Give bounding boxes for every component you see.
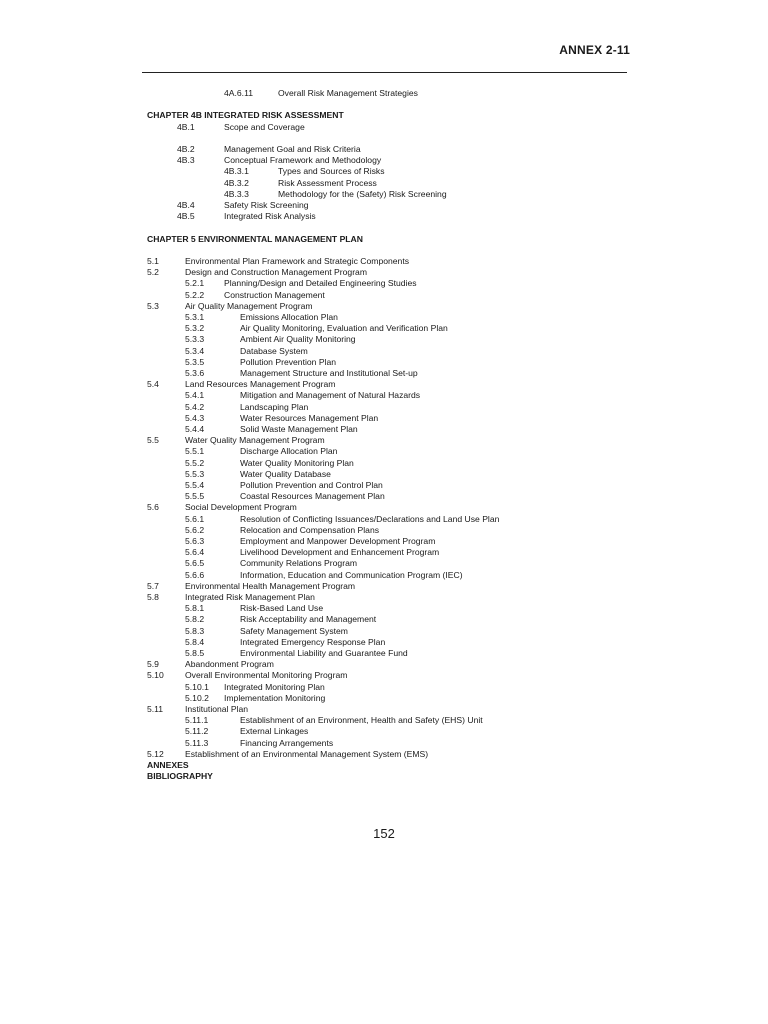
toc-entry-title: Integrated Risk Management Plan xyxy=(185,592,315,602)
toc-entry-title: Ambient Air Quality Monitoring xyxy=(240,334,356,345)
toc-entry-title: Safety Risk Screening xyxy=(224,200,309,210)
toc-entry-title: External Linkages xyxy=(240,726,309,737)
toc-entry-title: Air Quality Management Program xyxy=(185,300,313,311)
toc-entry-title: Risk Assessment Process xyxy=(278,177,377,188)
toc-entry-title: Livelihood Development and Enhancement Program xyxy=(240,547,440,558)
toc-entry-title: Water Quality Database xyxy=(240,468,331,479)
toc-entry-title: Information, Education and Communication Program (IEC) xyxy=(240,569,463,580)
toc-entry-number: 5.6.3 xyxy=(185,536,205,546)
toc-entry-title: Implementation Monitoring xyxy=(224,692,326,703)
toc-entry-title: Management Structure and Institutional Set-up xyxy=(240,368,418,378)
toc-entry-number: 5.8.2 xyxy=(185,614,205,625)
toc-entry-number: 5.3 xyxy=(147,300,159,311)
toc-entry-number: 5.6.4 xyxy=(185,547,205,558)
toc-entry-number: 5.9 xyxy=(147,659,159,670)
toc-entry-title: Construction Management xyxy=(224,289,325,300)
toc-entry-number: 5.4.1 xyxy=(185,390,205,401)
toc-entry-title: Discharge Allocation Plan xyxy=(240,446,338,457)
toc-entry-title: BIBLIOGRAPHY xyxy=(147,771,213,782)
toc-entry-title: Safety Management System xyxy=(240,625,348,636)
toc-entry-title: Overall Risk Management Strategies xyxy=(278,88,418,98)
toc-entry-number: 4B.2 xyxy=(177,144,195,154)
toc-entry-number: 4B.3 xyxy=(177,155,195,166)
toc-entry-number: 5.5.2 xyxy=(185,457,205,468)
toc-entry-number: 5.4.2 xyxy=(185,401,205,412)
toc-entry-title: Social Development Program xyxy=(185,502,297,513)
toc-entry-title: Relocation and Compensation Plans xyxy=(240,524,380,535)
toc-entry-number: 5.3.5 xyxy=(185,356,205,367)
toc-entry-title: Institutional Plan xyxy=(185,704,249,714)
toc-entry-number: 4B.4 xyxy=(177,200,195,210)
toc-entry-title: CHAPTER 5 ENVIRONMENTAL MANAGEMENT PLAN xyxy=(147,233,363,244)
toc-entry-number: 5.1 xyxy=(147,256,159,266)
toc-entry-number: 5.8.4 xyxy=(185,636,205,647)
toc-entry-number: 5.10.1 xyxy=(185,681,209,692)
toc-entry-number: 5.6.2 xyxy=(185,524,205,535)
toc-entry-number: 4B.3.3 xyxy=(224,188,249,199)
toc-entry-title: Emissions Allocation Plan xyxy=(240,312,338,322)
toc-entry-title: Mitigation and Management of Natural Hazards xyxy=(240,390,421,401)
toc-entry-title: Database System xyxy=(240,345,308,356)
toc-entry-title: Scope and Coverage xyxy=(224,121,305,132)
toc-entry-number: 4B.3.2 xyxy=(224,177,249,188)
toc-entry-title: CHAPTER 4B INTEGRATED RISK ASSESSMENT xyxy=(147,110,344,121)
page-number: 152 xyxy=(373,826,395,841)
toc-entry-title: Risk-Based Land Use xyxy=(240,603,324,614)
toc-entry-number: 4A.6.11 xyxy=(224,88,253,98)
toc-entry-title: ANNEXES xyxy=(147,760,189,770)
toc-entry-number: 4B.1 xyxy=(177,121,195,132)
toc-entry-number: 5.3.1 xyxy=(185,312,205,322)
toc-entry-number: 5.2.2 xyxy=(185,289,205,300)
toc-entry-number: 5.4 xyxy=(147,379,159,390)
toc-entry-title: Employment and Manpower Development Program xyxy=(240,536,436,546)
toc-entry-number: 5.4.4 xyxy=(185,424,205,434)
toc-entry-number: 5.2 xyxy=(147,267,159,278)
toc-entry-number: 5.8.1 xyxy=(185,603,205,614)
toc-entry-title: Integrated Emergency Response Plan xyxy=(240,636,386,647)
toc-entry-number: 5.6.1 xyxy=(185,513,205,524)
toc-entry-number: 5.6.5 xyxy=(185,558,205,569)
toc-entry-number: 5.5.5 xyxy=(185,491,205,502)
toc-entry-title: Financing Arrangements xyxy=(240,737,334,748)
toc-entry-title: Establishment of an Environment, Health and Safety (EHS) Unit xyxy=(240,715,483,726)
toc-entry-title: Pollution Prevention Plan xyxy=(240,356,337,367)
toc-entry-title: Environmental Liability and Guarantee Fund xyxy=(240,648,408,658)
toc-entry-title: Management Goal and Risk Criteria xyxy=(224,144,361,154)
toc-entry-title: Types and Sources of Risks xyxy=(278,166,385,177)
toc-entry-number: 5.11 xyxy=(147,704,164,714)
toc-entry-title: Resolution of Conflicting Issuances/Declarations and Land Use Plan xyxy=(240,513,500,524)
toc-entry-number: 5.5.4 xyxy=(185,480,205,490)
toc-entry-number: 5.8 xyxy=(147,592,159,602)
header-rule xyxy=(142,72,627,73)
toc-entry-number: 5.11.3 xyxy=(185,737,209,748)
toc-entry-number: 5.10.2 xyxy=(185,692,209,703)
toc-entry-number: 5.6 xyxy=(147,502,159,513)
toc-entry-title: Water Quality Monitoring Plan xyxy=(240,457,354,468)
toc-entry-title: Coastal Resources Management Plan xyxy=(240,491,385,502)
toc-entry-number: 5.11.1 xyxy=(185,715,209,726)
toc-entry-number: 4B.3.1 xyxy=(224,166,249,177)
toc-entry-title: Water Quality Management Program xyxy=(185,435,325,446)
toc-entry-title: Community Relations Program xyxy=(240,558,358,569)
toc-entry-title: Integrated Monitoring Plan xyxy=(224,681,325,692)
toc-entry-title: Land Resources Management Program xyxy=(185,379,336,390)
toc-entry-title: Design and Construction Management Program xyxy=(185,267,367,278)
toc-entry-number: 5.7 xyxy=(147,580,159,591)
toc-entry-number: 5.3.4 xyxy=(185,345,205,356)
toc-entry-title: Pollution Prevention and Control Plan xyxy=(240,480,383,490)
toc-entry-number: 5.3.3 xyxy=(185,334,205,345)
toc-entry-number: 5.10 xyxy=(147,670,164,681)
toc-entry-title: Air Quality Monitoring, Evaluation and Verification Plan xyxy=(240,323,448,334)
toc-entry-number: 5.6.6 xyxy=(185,569,205,580)
toc-entry-number: 5.3.6 xyxy=(185,368,205,378)
toc-entry-title: Solid Waste Management Plan xyxy=(240,424,358,434)
toc-entry-title: Integrated Risk Analysis xyxy=(224,211,316,222)
toc-entry-number: 5.4.3 xyxy=(185,412,205,423)
toc-entry-title: Landscaping Plan xyxy=(240,401,309,412)
toc-entry-title: Water Resources Management Plan xyxy=(240,412,379,423)
toc-entry-title: Planning/Design and Detailed Engineering Studies xyxy=(224,278,417,289)
toc-entry-number: 5.8.3 xyxy=(185,625,205,636)
toc-entry-title: Abandonment Program xyxy=(185,659,274,670)
annex-label: ANNEX 2-11 xyxy=(559,43,630,57)
toc-entry-number: 5.8.5 xyxy=(185,648,205,658)
toc-entry-number: 4B.5 xyxy=(177,211,195,222)
toc-entry-number: 5.12 xyxy=(147,748,164,759)
toc-entry-title: Environmental Plan Framework and Strategic Components xyxy=(185,256,410,266)
toc-entry-title: Environmental Health Management Program xyxy=(185,580,356,591)
toc-entry-number: 5.11.2 xyxy=(185,726,209,737)
toc-entry-title: Establishment of an Environmental Management System (EMS) xyxy=(185,748,429,759)
toc-entry-title: Risk Acceptability and Management xyxy=(240,614,377,625)
toc-entry-number: 5.5.1 xyxy=(185,446,205,457)
toc-entry-number: 5.2.1 xyxy=(185,278,205,289)
toc-entry-title: Conceptual Framework and Methodology xyxy=(224,155,382,166)
toc-entry-number: 5.5.3 xyxy=(185,468,205,479)
toc-entry-title: Methodology for the (Safety) Risk Screening xyxy=(278,188,447,199)
toc-entry-number: 5.5 xyxy=(147,435,159,446)
toc-entry-title: Overall Environmental Monitoring Program xyxy=(185,670,348,681)
toc-entry-number: 5.3.2 xyxy=(185,323,205,334)
